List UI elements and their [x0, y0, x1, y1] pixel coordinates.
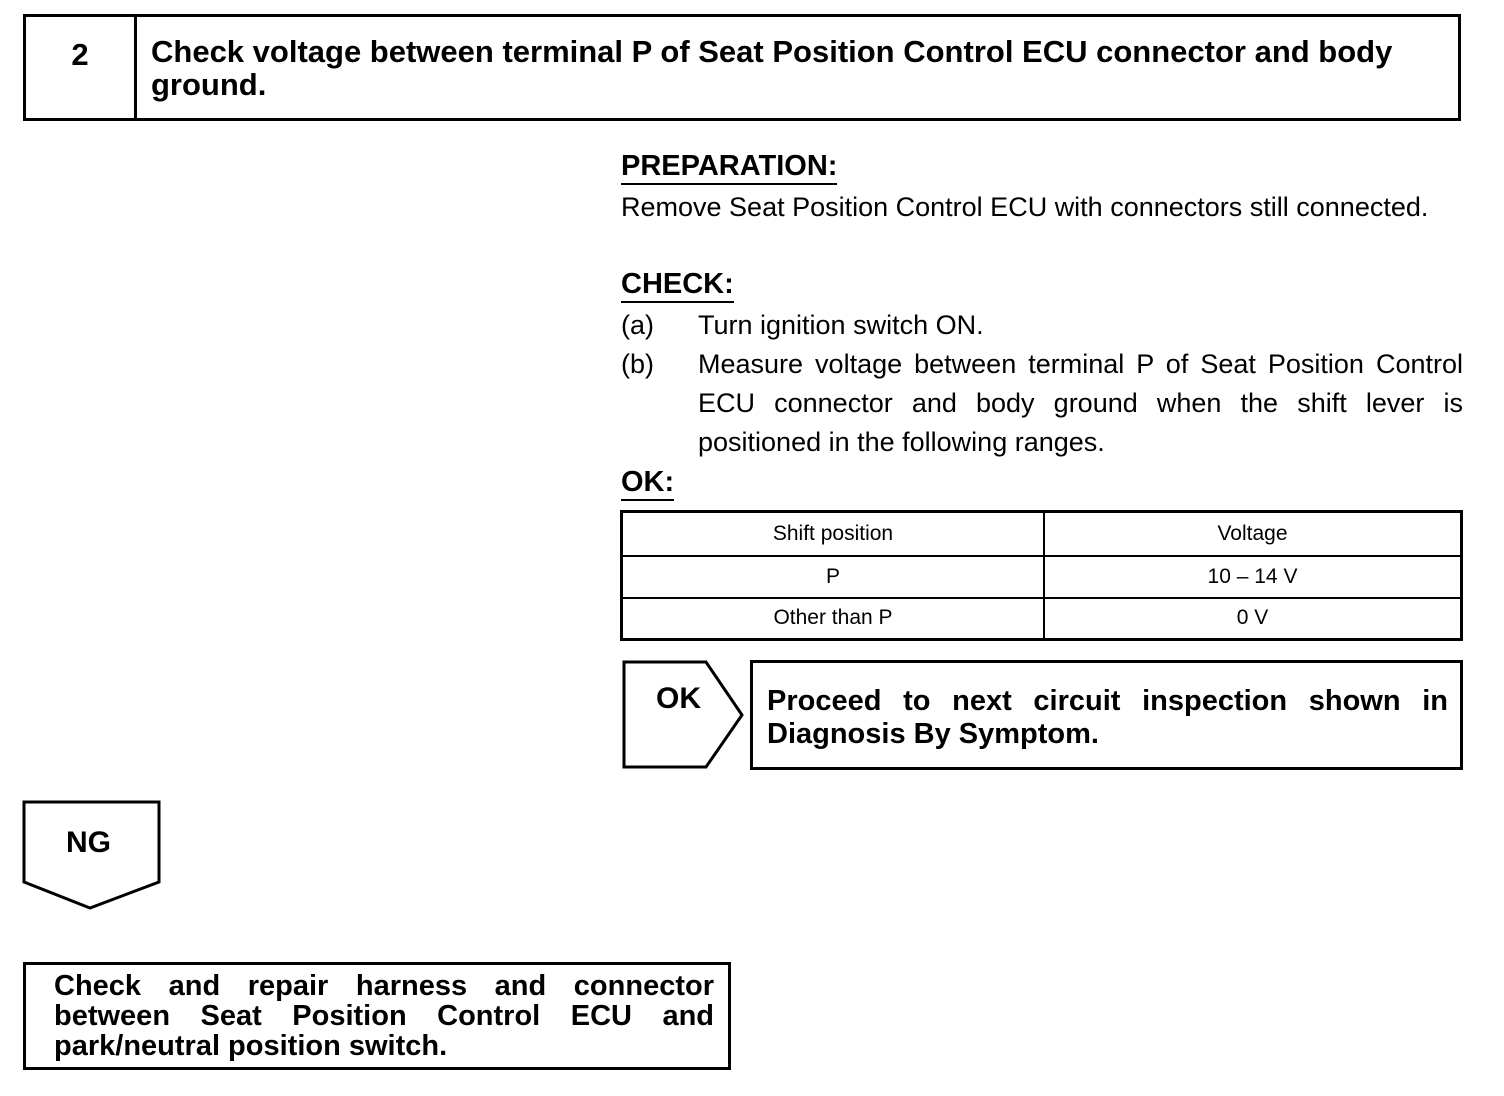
step-number: 2 — [26, 17, 137, 118]
table-cell: Other than P — [622, 598, 1045, 640]
ok-arrow — [622, 660, 746, 770]
ok-label: OK — [656, 682, 701, 715]
preparation-heading: PREPARATION: — [621, 150, 837, 185]
table-cell: 0 V — [1044, 598, 1462, 640]
check-item-text: Turn ignition switch ON. — [698, 310, 984, 340]
ok-result-text: Proceed to next circuit inspection shown in Diagnosis By Symptom. — [767, 685, 1448, 750]
table-header-row — [622, 512, 1462, 556]
table-cell: 10 – 14 V — [1044, 556, 1462, 598]
table-header-cell: Shift position — [622, 512, 1045, 556]
ng-result-text: Check and repair harness and connector between Seat Position Control ECU and park/neutral position switch. — [54, 970, 714, 1062]
ok-result-box — [750, 660, 1463, 770]
preparation-text: Remove Seat Position Control ECU with connectors still connected. — [621, 192, 1429, 222]
check-item-a — [621, 306, 1463, 346]
check-item-text: Measure voltage between terminal P of Seat Position Control ECU connector and body ground when the shift lever is positioned in the following ranges. — [698, 349, 1463, 457]
spec-table — [620, 510, 1463, 641]
check-heading: CHECK: — [621, 268, 734, 303]
check-item-b — [621, 345, 1463, 465]
check-item-label: (b) — [621, 349, 654, 379]
table-row — [622, 598, 1462, 640]
table-header-cell: Voltage — [1044, 512, 1462, 556]
ok-heading: OK: — [621, 466, 674, 501]
ng-label: NG — [66, 826, 111, 859]
step-header — [23, 14, 1461, 121]
table-cell: P — [622, 556, 1045, 598]
ng-arrow — [22, 800, 162, 912]
table-row — [622, 556, 1462, 598]
step-title: Check voltage between terminal P of Seat Position Control ECU connector and body ground. — [151, 34, 1393, 102]
check-item-label: (a) — [621, 310, 654, 340]
ng-result-box — [23, 962, 731, 1070]
